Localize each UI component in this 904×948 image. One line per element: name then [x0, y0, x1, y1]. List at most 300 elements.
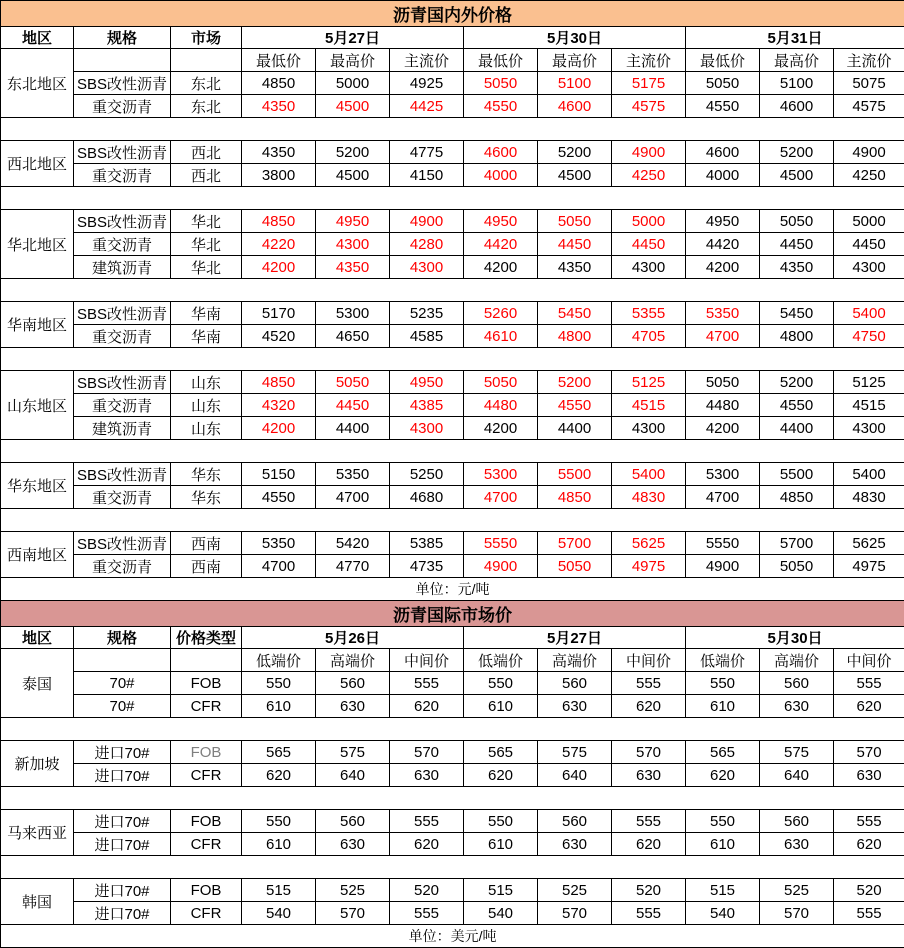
- domestic-price-cell: 5300: [686, 463, 760, 486]
- domestic-empty-cell: [74, 49, 171, 72]
- domestic-price-cell: 5625: [612, 532, 686, 555]
- domestic-price-cell: 5000: [612, 210, 686, 233]
- domestic-price-cell: 4350: [242, 95, 316, 118]
- international-data-row: [1, 879, 904, 902]
- domestic-price-cell: 4480: [464, 394, 538, 417]
- domestic-price-cell: 4150: [390, 164, 464, 187]
- domestic-header-row: [1, 27, 904, 49]
- international-sub-header: 中间价: [390, 649, 464, 672]
- domestic-sub-header: 主流价: [834, 49, 904, 72]
- domestic-price-cell: 4000: [686, 164, 760, 187]
- international-sub-header: 低端价: [686, 649, 760, 672]
- international-date-header: 5月27日: [464, 627, 686, 649]
- domestic-market-cell: 华东: [171, 463, 242, 486]
- international-price-cell: 550: [464, 672, 538, 695]
- domestic-sub-header: 主流价: [612, 49, 686, 72]
- domestic-spec-cell: 重交沥青: [74, 325, 171, 348]
- domestic-price-cell: 4420: [464, 233, 538, 256]
- domestic-price-cell: 4300: [390, 417, 464, 440]
- domestic-market-cell: 西南: [171, 555, 242, 578]
- international-price-cell: 570: [760, 902, 834, 925]
- international-price-cell: 520: [612, 879, 686, 902]
- international-unit-note: 单位：美元/吨: [1, 925, 904, 948]
- domestic-price-cell: 4450: [538, 233, 612, 256]
- domestic-region-cell: 华东地区: [1, 463, 74, 509]
- international-price-cell: 630: [316, 833, 390, 856]
- international-price-cell: 640: [538, 764, 612, 787]
- domestic-price-cell: 4300: [316, 233, 390, 256]
- international-price-cell: 570: [390, 741, 464, 764]
- international-column-header: 价格类型: [171, 627, 242, 649]
- international-price-cell: 540: [242, 902, 316, 925]
- domestic-spacer-row: [1, 509, 904, 532]
- domestic-price-cell: 4680: [390, 486, 464, 509]
- international-sub-header: 高端价: [538, 649, 612, 672]
- international-data-row: [1, 833, 904, 856]
- international-price-cell: 630: [760, 695, 834, 718]
- domestic-price-cell: 5450: [538, 302, 612, 325]
- international-market-cell: CFR: [171, 902, 242, 925]
- domestic-price-cell: 4300: [612, 256, 686, 279]
- international-price-cell: 620: [612, 695, 686, 718]
- domestic-price-cell: 5050: [538, 210, 612, 233]
- international-sub-header: 高端价: [316, 649, 390, 672]
- international-price-cell: 640: [316, 764, 390, 787]
- international-table-title: 沥青国际市场价: [1, 601, 904, 627]
- international-price-cell: 620: [686, 764, 760, 787]
- international-market-cell: CFR: [171, 833, 242, 856]
- domestic-market-cell: 西北: [171, 141, 242, 164]
- domestic-price-cell: 5300: [316, 302, 390, 325]
- domestic-spacer-row: [1, 348, 904, 371]
- domestic-market-cell: 东北: [171, 95, 242, 118]
- domestic-price-cell: 4200: [686, 417, 760, 440]
- international-price-cell: 560: [316, 810, 390, 833]
- domestic-price-cell: 4900: [464, 555, 538, 578]
- domestic-price-cell: 4975: [834, 555, 904, 578]
- domestic-price-cell: 4400: [760, 417, 834, 440]
- international-price-cell: 520: [390, 879, 464, 902]
- international-market-cell: CFR: [171, 695, 242, 718]
- domestic-data-row: [1, 417, 904, 440]
- domestic-price-cell: 5050: [464, 371, 538, 394]
- domestic-data-row: [1, 486, 904, 509]
- international-price-cell: 525: [316, 879, 390, 902]
- domestic-price-cell: 4200: [242, 417, 316, 440]
- domestic-market-cell: 华北: [171, 210, 242, 233]
- domestic-price-cell: 4750: [834, 325, 904, 348]
- domestic-price-cell: 4600: [686, 141, 760, 164]
- domestic-price-cell: 4650: [316, 325, 390, 348]
- domestic-price-cell: 5000: [316, 72, 390, 95]
- domestic-spacer-row: [1, 279, 904, 302]
- domestic-market-cell: 华北: [171, 256, 242, 279]
- domestic-spacer-row: [1, 118, 904, 141]
- international-sub-header: 高端价: [760, 649, 834, 672]
- international-region-cell: 韩国: [1, 879, 74, 925]
- international-price-cell: 570: [612, 741, 686, 764]
- domestic-data-row: [1, 95, 904, 118]
- domestic-price-cell: 5450: [760, 302, 834, 325]
- international-spec-cell: 70#: [74, 672, 171, 695]
- domestic-price-cell: 4500: [316, 95, 390, 118]
- domestic-spec-cell: 建筑沥青: [74, 256, 171, 279]
- domestic-price-cell: 4400: [316, 417, 390, 440]
- international-date-header: 5月30日: [686, 627, 904, 649]
- domestic-spacer: [1, 118, 904, 141]
- international-price-cell: 565: [242, 741, 316, 764]
- domestic-price-cell: 4450: [760, 233, 834, 256]
- domestic-data-row: [1, 164, 904, 187]
- domestic-price-cell: 5500: [760, 463, 834, 486]
- domestic-price-cell: 4700: [464, 486, 538, 509]
- domestic-price-cell: 4300: [390, 256, 464, 279]
- international-price-cell: 570: [316, 902, 390, 925]
- international-region-cell: 马来西亚: [1, 810, 74, 856]
- international-price-cell: 565: [686, 741, 760, 764]
- international-empty-cell: [74, 649, 171, 672]
- domestic-spacer: [1, 348, 904, 371]
- international-region-cell: 新加坡: [1, 741, 74, 787]
- domestic-price-cell: 5235: [390, 302, 464, 325]
- international-spec-cell: 进口70#: [74, 902, 171, 925]
- domestic-spec-cell: 重交沥青: [74, 555, 171, 578]
- domestic-price-cell: 5050: [464, 72, 538, 95]
- domestic-price-cell: 4420: [686, 233, 760, 256]
- domestic-column-header: 地区: [1, 27, 74, 49]
- domestic-price-cell: 5700: [538, 532, 612, 555]
- domestic-price-cell: 5400: [834, 463, 904, 486]
- domestic-spacer-row: [1, 440, 904, 463]
- international-column-header: 地区: [1, 627, 74, 649]
- international-price-cell: 630: [538, 695, 612, 718]
- domestic-price-cell: 4900: [612, 141, 686, 164]
- international-spacer-row: [1, 856, 904, 879]
- international-empty-cell: [171, 649, 242, 672]
- domestic-price-cell: 4200: [464, 256, 538, 279]
- domestic-data-row: [1, 72, 904, 95]
- domestic-price-cell: 4550: [686, 95, 760, 118]
- domestic-price-cell: 4450: [834, 233, 904, 256]
- domestic-price-cell: 4770: [316, 555, 390, 578]
- domestic-price-cell: 3800: [242, 164, 316, 187]
- international-price-cell: 550: [686, 810, 760, 833]
- domestic-price-cell: 4925: [390, 72, 464, 95]
- domestic-spec-cell: SBS改性沥青: [74, 210, 171, 233]
- domestic-unit-note: 单位：元/吨: [1, 578, 904, 601]
- international-spacer: [1, 787, 904, 810]
- domestic-sub-header: 最低价: [686, 49, 760, 72]
- domestic-price-cell: 5050: [686, 371, 760, 394]
- domestic-price-cell: 5350: [242, 532, 316, 555]
- international-spacer: [1, 718, 904, 741]
- international-price-cell: 610: [464, 695, 538, 718]
- domestic-spec-cell: SBS改性沥青: [74, 141, 171, 164]
- domestic-price-cell: 4300: [612, 417, 686, 440]
- domestic-price-cell: 5200: [760, 141, 834, 164]
- international-price-cell: 515: [464, 879, 538, 902]
- domestic-market-cell: 华南: [171, 302, 242, 325]
- domestic-price-cell: 4280: [390, 233, 464, 256]
- domestic-price-cell: 4850: [242, 210, 316, 233]
- domestic-spec-cell: SBS改性沥青: [74, 302, 171, 325]
- domestic-market-cell: 山东: [171, 371, 242, 394]
- domestic-price-cell: 4500: [538, 164, 612, 187]
- international-spec-cell: 进口70#: [74, 741, 171, 764]
- domestic-spacer-row: [1, 187, 904, 210]
- domestic-price-cell: 4500: [316, 164, 390, 187]
- international-price-cell: 620: [464, 764, 538, 787]
- international-data-row: [1, 695, 904, 718]
- domestic-market-cell: 华南: [171, 325, 242, 348]
- domestic-price-cell: 4700: [316, 486, 390, 509]
- international-header-row: [1, 627, 904, 649]
- domestic-price-cell: 5050: [760, 555, 834, 578]
- domestic-sub-header: 最高价: [316, 49, 390, 72]
- domestic-price-cell: 4200: [686, 256, 760, 279]
- domestic-price-cell: 5420: [316, 532, 390, 555]
- domestic-price-cell: 4320: [242, 394, 316, 417]
- domestic-price-cell: 5300: [464, 463, 538, 486]
- international-market-cell: CFR: [171, 764, 242, 787]
- domestic-price-cell: 4700: [686, 325, 760, 348]
- international-price-cell: 575: [760, 741, 834, 764]
- domestic-market-cell: 西北: [171, 164, 242, 187]
- domestic-price-cell: 5250: [390, 463, 464, 486]
- international-price-cell: 555: [390, 810, 464, 833]
- domestic-price-cell: 5000: [834, 210, 904, 233]
- international-price-cell: 555: [612, 810, 686, 833]
- domestic-date-header: 5月30日: [464, 27, 686, 49]
- international-spec-cell: 进口70#: [74, 879, 171, 902]
- domestic-price-cell: 5100: [538, 72, 612, 95]
- international-price-cell: 555: [390, 672, 464, 695]
- domestic-price-cell: 5200: [316, 141, 390, 164]
- domestic-sub-header: 最低价: [242, 49, 316, 72]
- international-price-cell: 570: [834, 741, 904, 764]
- international-date-header: 5月26日: [242, 627, 464, 649]
- domestic-region-cell: 华北地区: [1, 210, 74, 279]
- price-table-body: [1, 1, 904, 948]
- domestic-price-cell: 4600: [760, 95, 834, 118]
- domestic-price-cell: 5500: [538, 463, 612, 486]
- domestic-price-cell: 4850: [760, 486, 834, 509]
- international-sub-header: 中间价: [612, 649, 686, 672]
- domestic-spec-cell: 重交沥青: [74, 95, 171, 118]
- domestic-price-cell: 5075: [834, 72, 904, 95]
- domestic-spec-cell: SBS改性沥青: [74, 72, 171, 95]
- domestic-price-cell: 5400: [834, 302, 904, 325]
- domestic-data-row: [1, 233, 904, 256]
- domestic-spec-cell: SBS改性沥青: [74, 371, 171, 394]
- domestic-price-cell: 5350: [316, 463, 390, 486]
- international-spacer-row: [1, 787, 904, 810]
- domestic-price-cell: 4450: [316, 394, 390, 417]
- domestic-price-cell: 4550: [760, 394, 834, 417]
- domestic-spacer: [1, 440, 904, 463]
- international-price-cell: 560: [760, 672, 834, 695]
- international-price-cell: 630: [612, 764, 686, 787]
- international-price-cell: 610: [242, 833, 316, 856]
- international-price-cell: 525: [760, 879, 834, 902]
- domestic-price-cell: 4250: [834, 164, 904, 187]
- domestic-unit-row: [1, 578, 904, 601]
- domestic-price-cell: 4600: [464, 141, 538, 164]
- domestic-data-row: [1, 141, 904, 164]
- international-price-cell: 565: [464, 741, 538, 764]
- domestic-price-cell: 4575: [834, 95, 904, 118]
- domestic-price-cell: 5350: [686, 302, 760, 325]
- international-price-cell: 515: [686, 879, 760, 902]
- domestic-spacer: [1, 187, 904, 210]
- domestic-region-cell: 山东地区: [1, 371, 74, 440]
- domestic-price-cell: 4350: [316, 256, 390, 279]
- domestic-data-row: [1, 256, 904, 279]
- domestic-spec-cell: 建筑沥青: [74, 417, 171, 440]
- international-spacer-row: [1, 718, 904, 741]
- domestic-price-cell: 4735: [390, 555, 464, 578]
- domestic-price-cell: 4950: [686, 210, 760, 233]
- international-market-cell: FOB: [171, 672, 242, 695]
- international-price-cell: 620: [834, 695, 904, 718]
- domestic-price-cell: 4850: [242, 72, 316, 95]
- domestic-subheader-row: [1, 49, 904, 72]
- domestic-price-cell: 5125: [834, 371, 904, 394]
- domestic-price-cell: 4700: [686, 486, 760, 509]
- domestic-price-cell: 4900: [834, 141, 904, 164]
- domestic-column-header: 市场: [171, 27, 242, 49]
- domestic-price-cell: 5050: [316, 371, 390, 394]
- domestic-price-cell: 4850: [242, 371, 316, 394]
- domestic-price-cell: 4830: [612, 486, 686, 509]
- domestic-price-cell: 5400: [612, 463, 686, 486]
- domestic-price-cell: 4500: [760, 164, 834, 187]
- international-price-cell: 575: [316, 741, 390, 764]
- international-price-cell: 610: [242, 695, 316, 718]
- domestic-price-cell: 5200: [538, 371, 612, 394]
- domestic-price-cell: 4610: [464, 325, 538, 348]
- international-price-cell: 555: [834, 672, 904, 695]
- domestic-price-cell: 5200: [538, 141, 612, 164]
- domestic-data-row: [1, 302, 904, 325]
- domestic-data-row: [1, 371, 904, 394]
- domestic-price-cell: 4975: [612, 555, 686, 578]
- international-price-cell: 560: [538, 672, 612, 695]
- international-title-row: [1, 601, 904, 627]
- domestic-date-header: 5月27日: [242, 27, 464, 49]
- domestic-price-cell: 4800: [538, 325, 612, 348]
- international-price-cell: 610: [686, 695, 760, 718]
- international-price-cell: 620: [612, 833, 686, 856]
- domestic-region-cell: 西北地区: [1, 141, 74, 187]
- domestic-price-cell: 4700: [242, 555, 316, 578]
- international-price-cell: 630: [316, 695, 390, 718]
- international-price-cell: 630: [390, 764, 464, 787]
- international-price-cell: 560: [538, 810, 612, 833]
- domestic-price-cell: 5625: [834, 532, 904, 555]
- international-price-cell: 610: [464, 833, 538, 856]
- international-data-row: [1, 810, 904, 833]
- domestic-market-cell: 东北: [171, 72, 242, 95]
- domestic-market-cell: 华北: [171, 233, 242, 256]
- domestic-price-cell: 4000: [464, 164, 538, 187]
- domestic-data-row: [1, 325, 904, 348]
- domestic-price-cell: 4850: [538, 486, 612, 509]
- international-price-cell: 620: [390, 695, 464, 718]
- domestic-price-cell: 5150: [242, 463, 316, 486]
- domestic-price-cell: 4450: [612, 233, 686, 256]
- international-price-cell: 620: [390, 833, 464, 856]
- international-spec-cell: 进口70#: [74, 810, 171, 833]
- domestic-spacer: [1, 279, 904, 302]
- domestic-price-cell: 4600: [538, 95, 612, 118]
- domestic-spec-cell: 重交沥青: [74, 164, 171, 187]
- domestic-price-cell: 4705: [612, 325, 686, 348]
- domestic-sub-header: 主流价: [390, 49, 464, 72]
- domestic-price-cell: 4200: [242, 256, 316, 279]
- domestic-price-cell: 5050: [538, 555, 612, 578]
- domestic-price-cell: 4950: [464, 210, 538, 233]
- international-price-cell: 575: [538, 741, 612, 764]
- domestic-price-cell: 4400: [538, 417, 612, 440]
- domestic-price-cell: 5260: [464, 302, 538, 325]
- international-price-cell: 525: [538, 879, 612, 902]
- international-price-cell: 555: [612, 902, 686, 925]
- domestic-price-cell: 5050: [686, 72, 760, 95]
- domestic-price-cell: 5050: [760, 210, 834, 233]
- international-subheader-row: [1, 649, 904, 672]
- international-price-cell: 550: [242, 810, 316, 833]
- domestic-price-cell: 4350: [242, 141, 316, 164]
- domestic-region-cell: 东北地区: [1, 49, 74, 118]
- international-spec-cell: 70#: [74, 695, 171, 718]
- domestic-price-cell: 4950: [316, 210, 390, 233]
- international-sub-header: 低端价: [242, 649, 316, 672]
- international-price-cell: 640: [760, 764, 834, 787]
- domestic-price-cell: 4800: [760, 325, 834, 348]
- domestic-price-cell: 4830: [834, 486, 904, 509]
- international-data-row: [1, 741, 904, 764]
- domestic-sub-header: 最高价: [538, 49, 612, 72]
- domestic-data-row: [1, 555, 904, 578]
- international-spec-cell: 进口70#: [74, 764, 171, 787]
- international-price-cell: 620: [834, 833, 904, 856]
- international-price-cell: 610: [686, 833, 760, 856]
- international-unit-row: [1, 925, 904, 948]
- domestic-price-cell: 4515: [834, 394, 904, 417]
- domestic-title-row: [1, 1, 904, 27]
- international-price-cell: 550: [686, 672, 760, 695]
- domestic-sub-header: 最低价: [464, 49, 538, 72]
- domestic-price-cell: 4425: [390, 95, 464, 118]
- domestic-spec-cell: 重交沥青: [74, 394, 171, 417]
- domestic-price-cell: 4900: [390, 210, 464, 233]
- domestic-price-cell: 4250: [612, 164, 686, 187]
- domestic-region-cell: 西南地区: [1, 532, 74, 578]
- international-price-cell: 540: [464, 902, 538, 925]
- domestic-price-cell: 4550: [242, 486, 316, 509]
- international-region-cell: 泰国: [1, 649, 74, 718]
- domestic-column-header: 规格: [74, 27, 171, 49]
- domestic-price-cell: 5200: [760, 371, 834, 394]
- domestic-price-cell: 4220: [242, 233, 316, 256]
- international-price-cell: 520: [834, 879, 904, 902]
- international-price-cell: 620: [242, 764, 316, 787]
- domestic-price-cell: 5385: [390, 532, 464, 555]
- domestic-price-cell: 4300: [834, 417, 904, 440]
- domestic-spacer: [1, 509, 904, 532]
- domestic-spec-cell: SBS改性沥青: [74, 463, 171, 486]
